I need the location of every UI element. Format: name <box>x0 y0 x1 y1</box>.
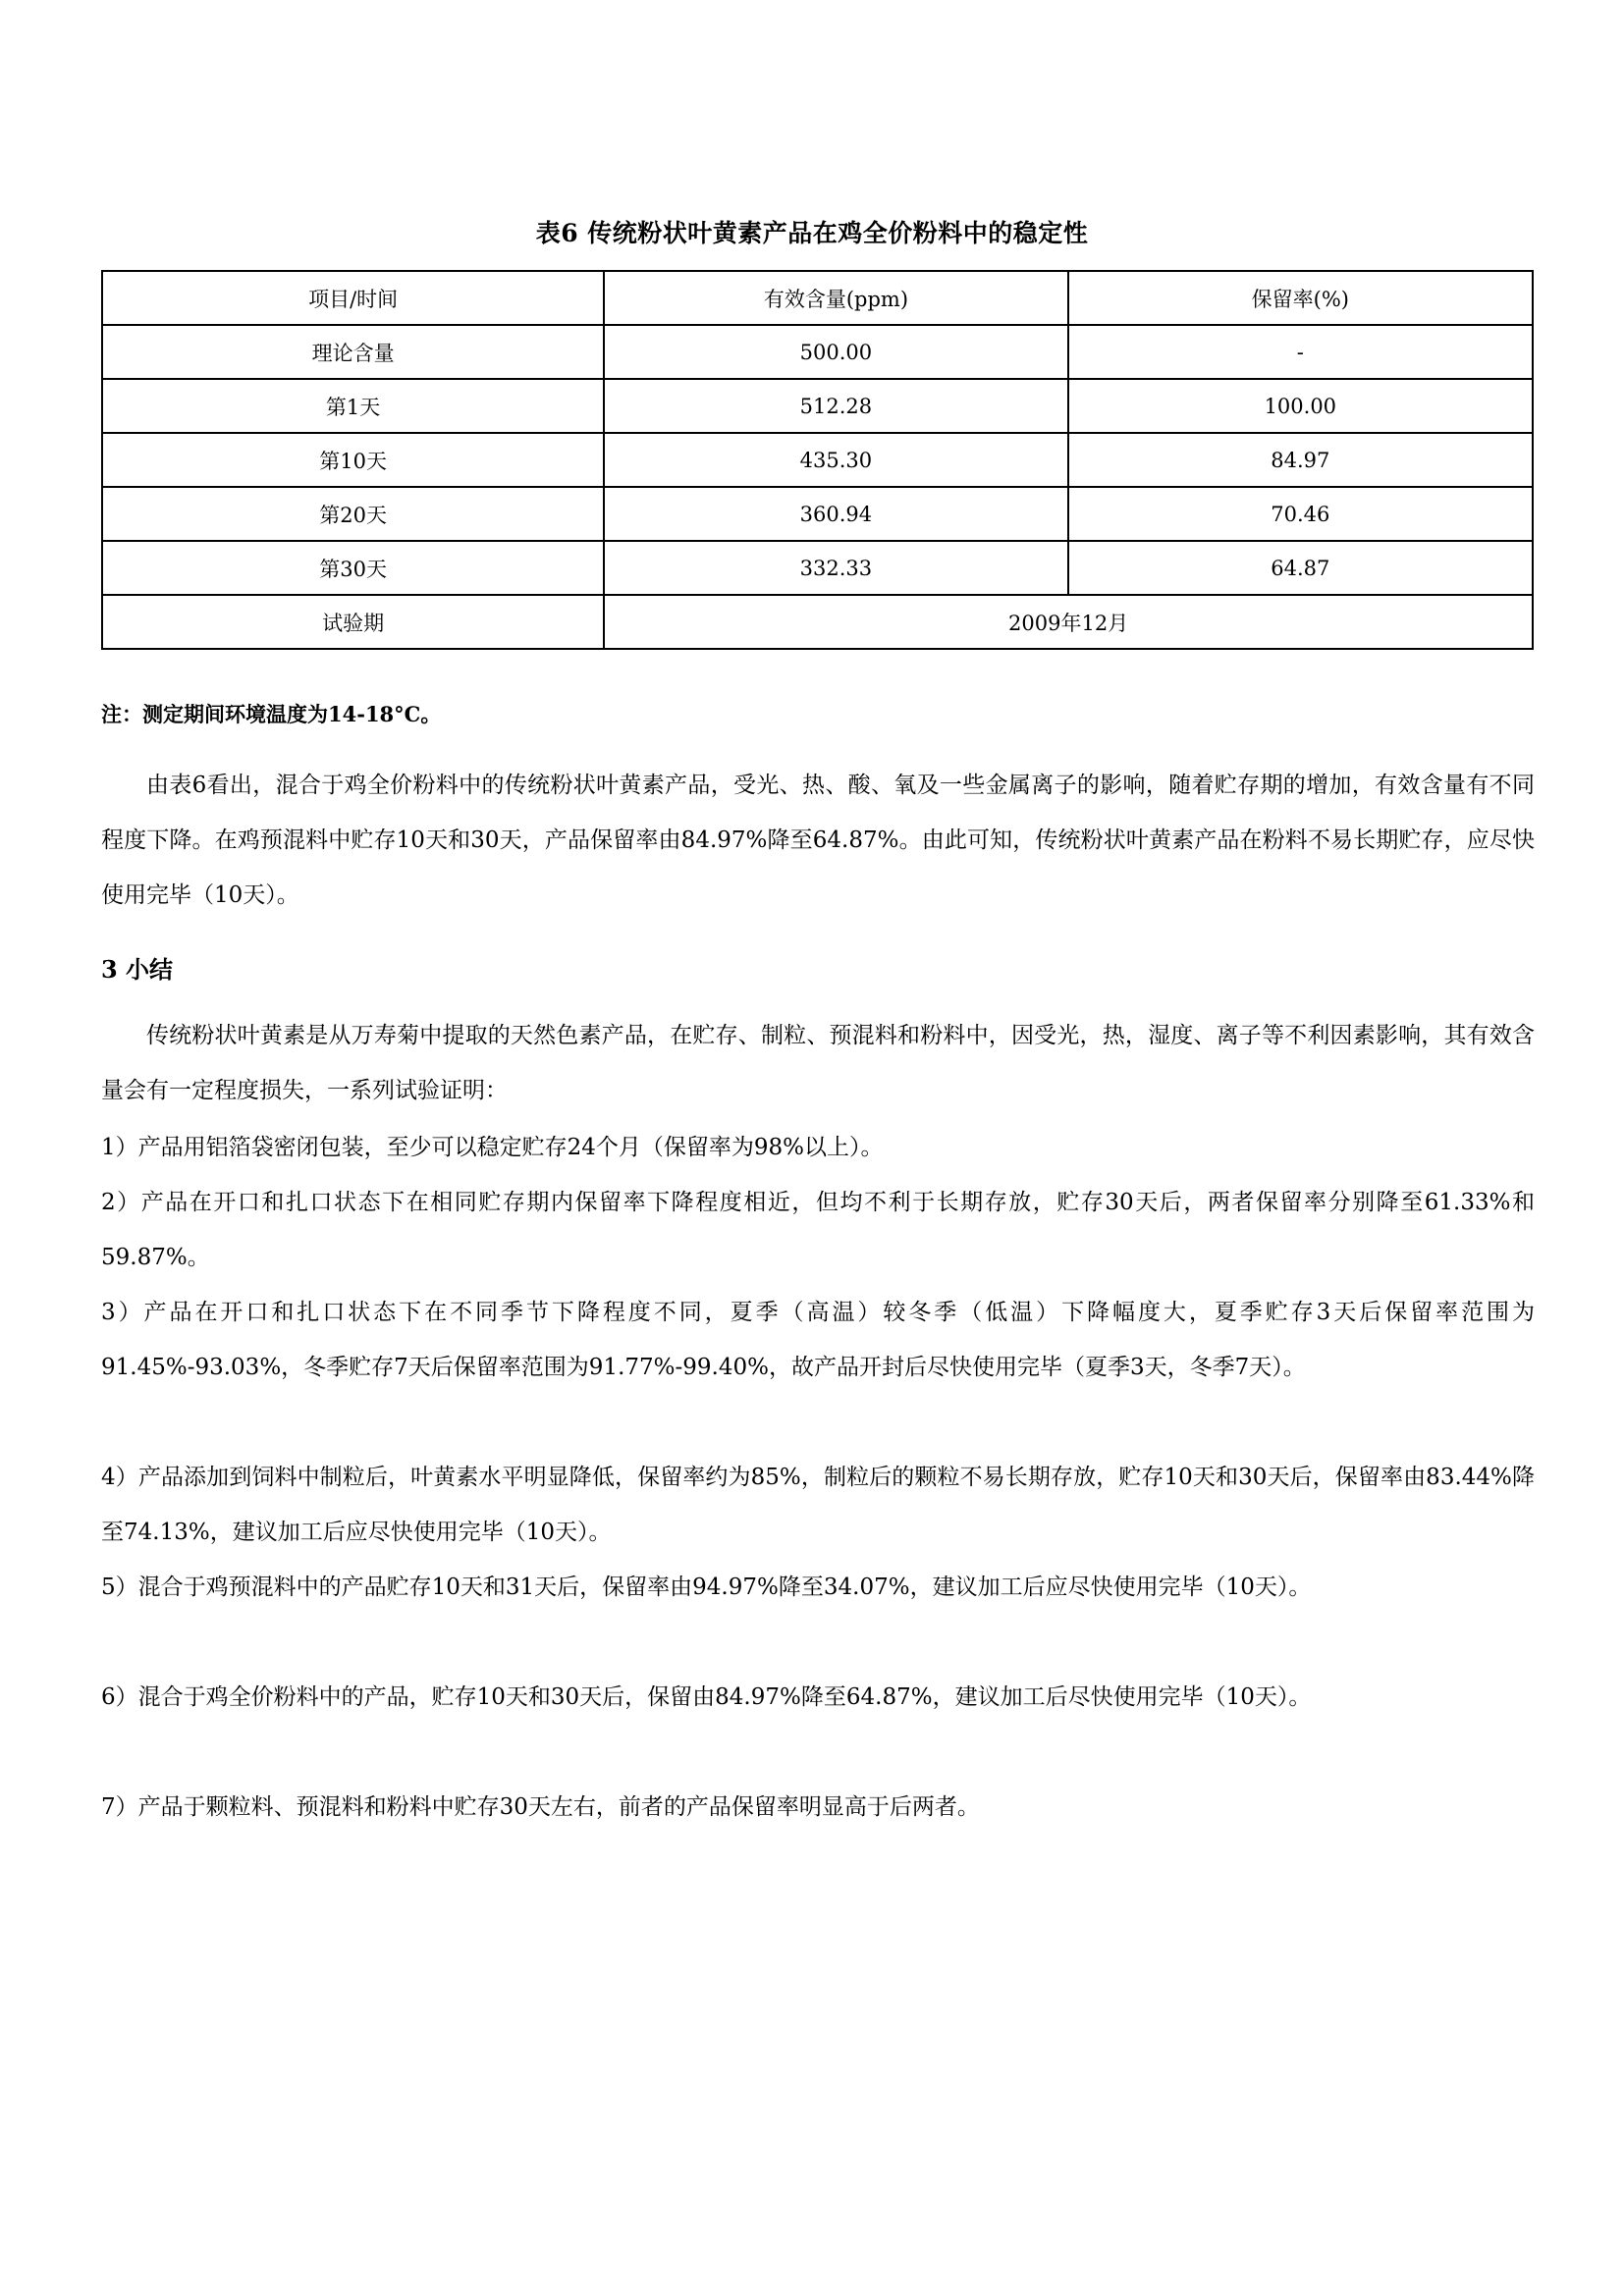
table-row <box>102 487 1533 541</box>
summary-item-7: 7）产品于颗粒料、预混料和粉料中贮存30天左右，前者的产品保留率明显高于后两者。 <box>101 1794 980 1820</box>
row-retention: 70.46 <box>1068 487 1533 541</box>
summary-intro: 传统粉状叶黄素是从万寿菊中提取的天然色素产品，在贮存、制粒、预混料和粉料中，因受光，热，湿度、离子等不利因素影响，其有效含量会有一定程度损失，一系列试验证明： <box>101 1023 1535 1103</box>
header-effective-content: 有效含量(ppm) <box>604 271 1067 325</box>
table-row <box>102 433 1533 487</box>
row-content: 332.33 <box>604 541 1067 595</box>
summary-item-6: 6）混合于鸡全价粉料中的产品，贮存10天和30天后，保留由84.97%降至64.87%，建议加工后尽快使用完毕（10天）。 <box>101 1684 1312 1710</box>
row-content: 512.28 <box>604 379 1067 433</box>
row-content: 435.30 <box>604 433 1067 487</box>
row-label: 第1天 <box>102 379 604 433</box>
summary-item-3: 3）产品在开口和扎口状态下在不同季节下降程度不同，夏季（高温）较冬季（低温）下降幅度大，夏季贮存3天后保留率范围为91.45%-93.03%，冬季贮存7天后保留率范围为91.77%-99.40%，故产品开封后尽快使用完毕（夏季3天，冬季7天）。 <box>101 1300 1535 1380</box>
summary-item-4: 4）产品添加到饲料中制粒后，叶黄素水平明显降低，保留率约为85%，制粒后的颗粒不易长期存放，贮存10天和30天后，保留率由83.44%降至74.13%，建议加工后应尽快使用完毕（10天）。 <box>101 1465 1535 1545</box>
summary-item-5: 5）混合于鸡预混料中的产品贮存10天和31天后，保留率由94.97%降至34.07%，建议加工后应尽快使用完毕（10天）。 <box>101 1575 1312 1600</box>
header-item-time: 项目/时间 <box>102 271 604 325</box>
table-header-row <box>102 271 1533 325</box>
row-content: 360.94 <box>604 487 1067 541</box>
table-caption: 表6 传统粉状叶黄素产品在鸡全价粉料中的稳定性 <box>535 219 1089 247</box>
table-period-row <box>102 595 1533 649</box>
row-retention: 100.00 <box>1068 379 1533 433</box>
row-retention: 84.97 <box>1068 433 1533 487</box>
table-row <box>102 325 1533 379</box>
period-value: 2009年12月 <box>604 595 1533 649</box>
row-label: 理论含量 <box>102 325 604 379</box>
row-content: 500.00 <box>604 325 1067 379</box>
period-label: 试验期 <box>102 595 604 649</box>
row-label: 第30天 <box>102 541 604 595</box>
table-note: 注：测定期间环境温度为14-18°C。 <box>101 702 442 726</box>
row-retention: 64.87 <box>1068 541 1533 595</box>
stability-table <box>101 270 1534 650</box>
row-label: 第10天 <box>102 433 604 487</box>
summary-item-2: 2）产品在开口和扎口状态下在相同贮存期内保留率下降程度相近，但均不利于长期存放，贮存30天后，两者保留率分别降至61.33%和59.87%。 <box>101 1190 1535 1270</box>
summary-item-1: 1）产品用铝箔袋密闭包装，至少可以稳定贮存24个月（保留率为98%以上）。 <box>101 1135 884 1160</box>
header-retention-rate: 保留率(%) <box>1068 271 1533 325</box>
analysis-paragraph: 由表6看出，混合于鸡全价粉料中的传统粉状叶黄素产品，受光、热、酸、氧及一些金属离子的影响，随着贮存期的增加，有效含量有不同程度下降。在鸡预混料中贮存10天和30天，产品保留率由84.97%降至64.87%。由此可知，传统粉状叶黄素产品在粉料不易长期贮存，应尽快使用完毕（10天）。 <box>101 773 1535 908</box>
section-heading: 3 小结 <box>101 955 174 984</box>
row-retention: - <box>1068 325 1533 379</box>
table-row <box>102 379 1533 433</box>
row-label: 第20天 <box>102 487 604 541</box>
table-row <box>102 541 1533 595</box>
